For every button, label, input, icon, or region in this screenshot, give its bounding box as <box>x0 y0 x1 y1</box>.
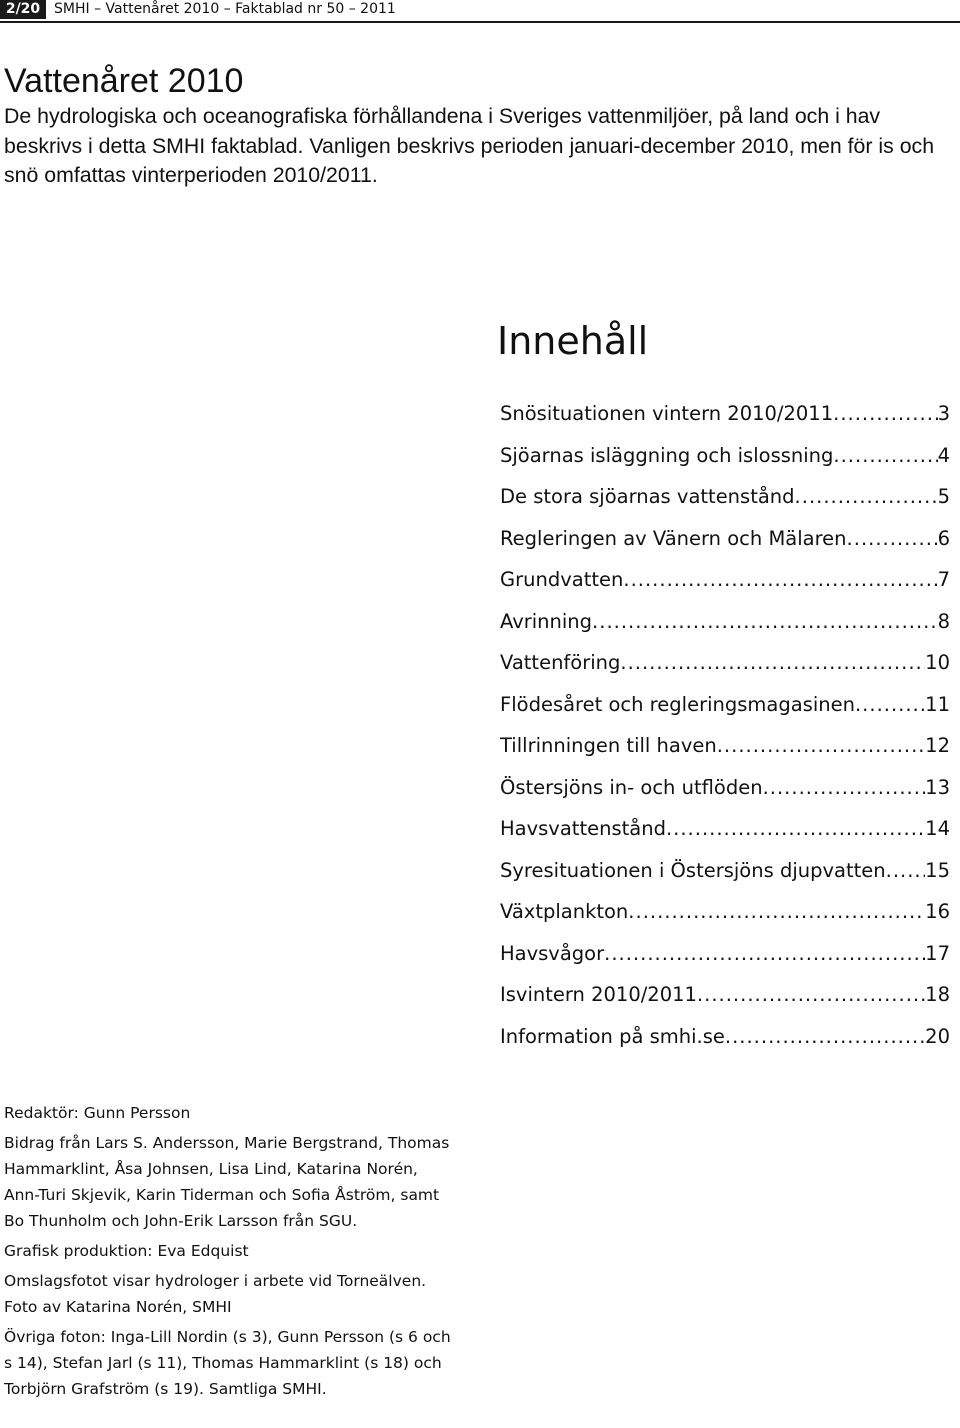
toc-item-label: Regleringen av Vänern och Mälaren <box>500 526 847 550</box>
intro-paragraph: De hydrologiska och oceanografiska förhållandena i Sveriges vattenmiljöer, på land och i hav beskrivs i detta SMHI faktablad. Vanligen beskrivs perioden januari-december 2010, men för is och snö omfattas vinterperioden 2010/2011. <box>4 104 935 187</box>
toc-item-page: 13 <box>925 775 950 799</box>
toc-leader-dots <box>697 974 925 1016</box>
toc-item[interactable] <box>500 476 950 518</box>
credits-other-photos: Övriga foton: Inga-Lill Nordin (s 3), Gunn Persson (s 6 och s 14), Stefan Jarl (s 11), Thomas Hammarklint (s 18) och Torbjörn Grafström (s 19). Samtliga SMHI. <box>4 1328 451 1398</box>
page-number: 2/20 <box>0 0 46 19</box>
table-of-contents <box>500 393 950 1057</box>
toc-item[interactable] <box>500 850 950 892</box>
credits-graphic: Grafisk produktion: Eva Edquist <box>4 1242 249 1260</box>
toc-item[interactable] <box>500 559 950 601</box>
toc-item-page: 12 <box>925 734 950 757</box>
toc-leader-dots <box>628 891 925 933</box>
toc-leader-dots <box>886 850 926 892</box>
toc-item[interactable] <box>500 933 950 975</box>
toc-item-label: Avrinning <box>500 609 593 633</box>
page-header <box>0 0 960 24</box>
toc-item[interactable] <box>500 518 950 560</box>
toc-item-label: Sjöarnas isläggning och islossning <box>500 443 834 467</box>
toc-item-label: Grundvatten <box>500 568 624 591</box>
toc-item-page: 3 <box>937 402 950 425</box>
toc-leader-dots <box>725 1016 925 1058</box>
toc-item-label: Snösituationen vintern 2010/2011 <box>500 402 834 425</box>
toc-item-label: Östersjöns in- och utflöden <box>500 775 763 799</box>
toc-item[interactable] <box>500 974 950 1016</box>
header-rule <box>0 21 960 23</box>
toc-item[interactable] <box>500 435 950 477</box>
toc-item[interactable] <box>500 684 950 726</box>
credits <box>4 1100 454 1406</box>
toc-item-label: Växtplankton <box>500 900 629 923</box>
toc-item-page: 10 <box>925 651 950 674</box>
page-title: Vattenåret 2010 <box>4 62 244 100</box>
toc-item[interactable] <box>500 767 950 809</box>
toc-item-label: Vattenföring <box>500 651 621 674</box>
toc-item-page: 17 <box>925 941 950 965</box>
toc-item-label: Information på smhi.se <box>500 1024 725 1048</box>
toc-item-label: Syresituationen i Östersjöns djupvatten <box>500 858 886 882</box>
toc-leader-dots <box>855 684 925 726</box>
toc-leader-dots <box>620 642 925 684</box>
toc-item-page: 6 <box>937 526 950 550</box>
toc-item-page: 14 <box>925 817 950 840</box>
toc-item[interactable] <box>500 1016 950 1058</box>
toc-item[interactable] <box>500 393 950 435</box>
toc-leader-dots <box>847 518 938 560</box>
toc-item-label: Havsvågor <box>500 941 605 965</box>
toc-item-page: 7 <box>937 568 950 591</box>
toc-heading: Innehåll <box>497 319 649 363</box>
toc-item-label: Flödesåret och regleringsmagasinen <box>500 692 855 716</box>
credits-editor: Redaktör: Gunn Persson <box>4 1104 191 1122</box>
toc-item-page: 16 <box>925 900 950 923</box>
toc-leader-dots <box>623 559 937 601</box>
toc-leader-dots <box>763 767 926 809</box>
toc-item-page: 8 <box>937 609 950 633</box>
credits-cover-photo: Omslagsfotot visar hydrologer i arbete vid Torneälven. <box>4 1272 427 1290</box>
credits-cover-photographer: Foto av Katarina Norén, SMHI <box>4 1298 232 1316</box>
toc-leader-dots <box>717 725 925 767</box>
toc-item-page: 5 <box>937 485 950 508</box>
toc-leader-dots <box>795 476 938 518</box>
toc-item-label: Tillrinningen till haven <box>500 734 717 757</box>
running-title: SMHI – Vattenåret 2010 – Faktablad nr 50 – 2011 <box>54 1 396 17</box>
toc-leader-dots <box>666 808 925 850</box>
toc-item-page: 18 <box>925 983 950 1006</box>
toc-item-label: Isvintern 2010/2011 <box>500 983 697 1006</box>
toc-item[interactable] <box>500 808 950 850</box>
toc-item[interactable] <box>500 642 950 684</box>
toc-leader-dots <box>833 435 937 477</box>
credits-contributors: Bidrag från Lars S. Andersson, Marie Bergstrand, Thomas Hammarklint, Åsa Johnsen, Lisa Lind, Katarina Norén, Ann-Turi Skjevik, Karin Tiderman och Sofia Åström, samt Bo Thunholm och John-Erik Larsson från SGU. <box>4 1134 450 1230</box>
toc-item-page: 15 <box>925 858 950 882</box>
toc-item[interactable] <box>500 601 950 643</box>
toc-item[interactable] <box>500 891 950 933</box>
toc-item-label: De stora sjöarnas vattenstånd <box>500 485 795 508</box>
toc-leader-dots <box>592 601 938 643</box>
toc-leader-dots <box>604 933 925 975</box>
toc-item-label: Havsvattenstånd <box>500 817 666 840</box>
toc-item[interactable] <box>500 725 950 767</box>
toc-leader-dots <box>833 393 937 435</box>
toc-item-page: 20 <box>925 1024 950 1048</box>
toc-item-page: 11 <box>925 692 950 716</box>
toc-item-page: 4 <box>937 443 950 467</box>
